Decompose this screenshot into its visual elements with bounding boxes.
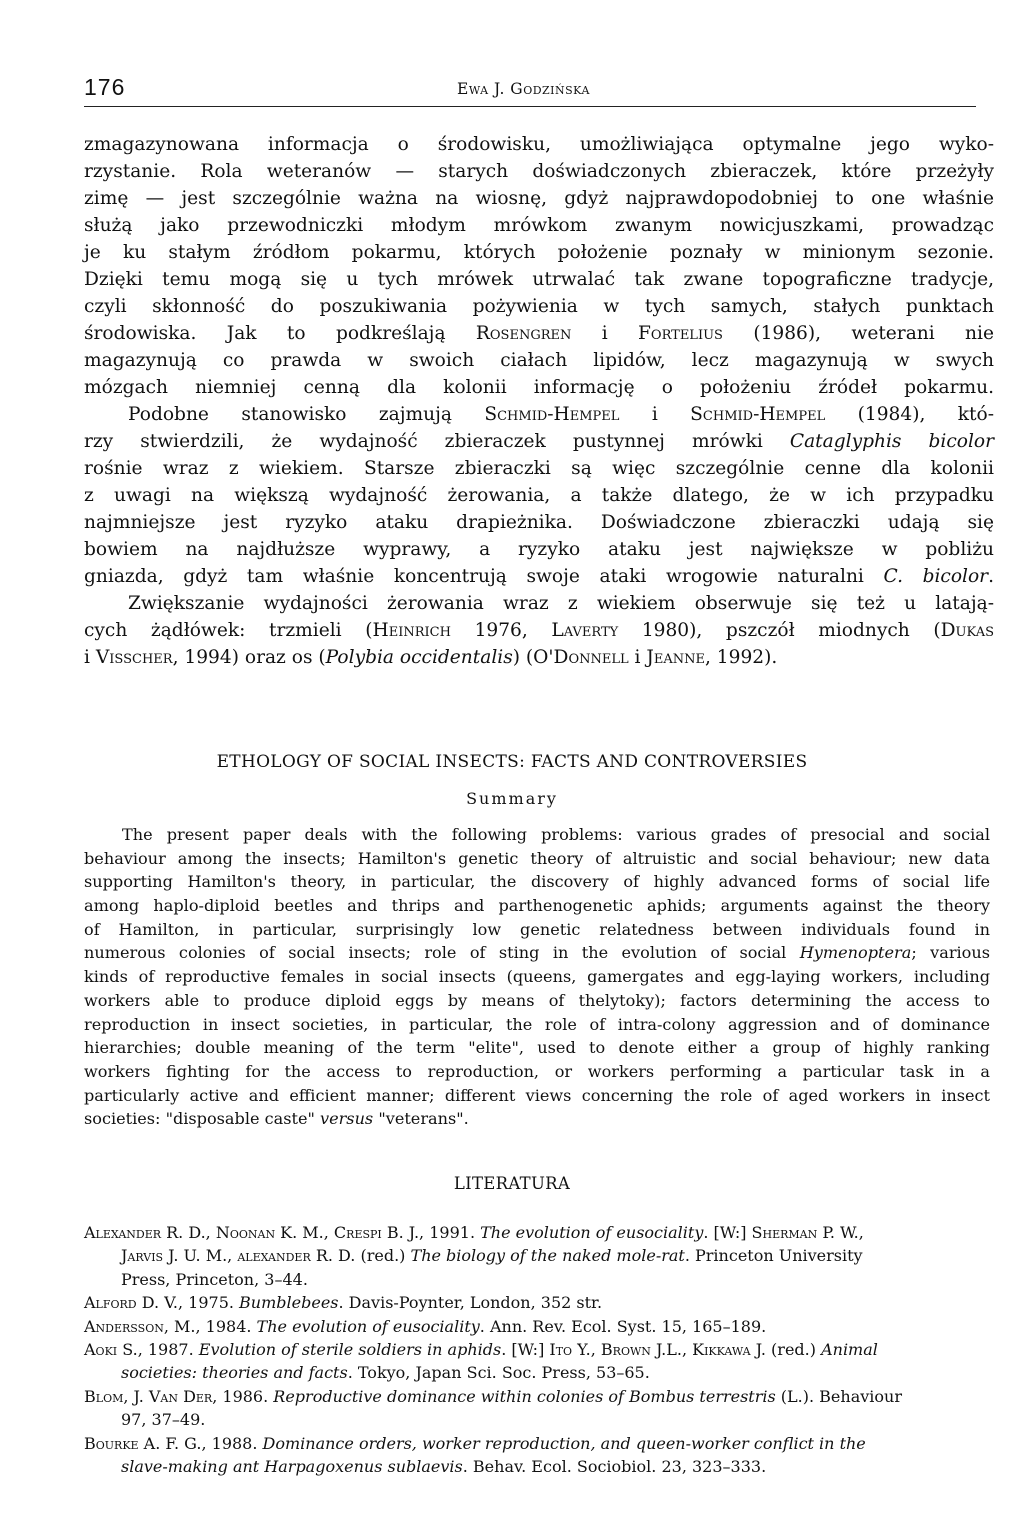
text-run: (red.) [765,1339,822,1359]
text-line: służą jako przewodniczki młodym mrówkom zwanym nowicjuszkami, prowadząc [84,215,994,236]
summary-line [84,941,990,965]
text-run: , 1988. [201,1433,263,1453]
text-run: , 1992). [704,647,778,668]
text-run: . Davis-Poynter, London, 352 str. [338,1293,603,1313]
reference-line [84,1455,990,1478]
reference-line [84,1361,990,1384]
page-header [84,72,976,107]
summary-heading: ETHOLOGY OF SOCIAL INSECTS: FACTS AND CONTROVERSIES [216,752,808,772]
text-line: czyli skłonność do poszukiwania pożywienia w tych samych, stałych punktach [84,296,994,317]
summary-line: kinds of reproductive females in social insects (queens, gamergates and egg-laying workers, including [84,967,990,987]
text-run: "veterans". [373,1109,469,1129]
reference-line [84,1385,990,1408]
summary-line: among haplo-diploid beetles and thrips and parthenogenetic aphids; arguments against the theory [84,896,990,916]
summary-line: particularly active and efficient manner; different views concerning the role of aged workers in insect [84,1085,990,1105]
ref-title: The evolution of eusociality [480,1223,704,1242]
text-run: środowiska. Jak to podkreślają [84,323,476,344]
text-run: i [619,404,691,425]
summary-text [84,823,990,1131]
reference-line: Press, Princeton, 3–44. [121,1269,308,1289]
text-run: ) (O' [512,647,554,668]
reference-line [84,1315,990,1338]
author-name: Rosengren [475,323,572,344]
text-run: , 1991. [419,1223,481,1242]
text-run: . [W:] [501,1339,550,1359]
ref-title: slave-making ant Harpagoxenus sublaevis [121,1456,463,1476]
summary-line [84,1107,990,1131]
author-name: Donnell [553,647,629,668]
running-head-author: Ewa J. Godzińska [457,80,590,98]
text-line [84,401,994,428]
ref-authors: Alford D. V. [84,1293,178,1313]
ref-authors: Bourke A. F. G. [84,1433,202,1453]
main-text [84,131,994,671]
ref-title: The evolution of eusociality [256,1316,480,1336]
text-line: zmagazynowana informacja o środowisku, umożliwiająca optymalne jego wyko- [84,134,994,155]
summary-line: workers fighting for the access to reproduction, or workers performing a particular task in a [84,1061,990,1081]
ref-authors: Jarvis J. U. M., alexander R. D. [121,1246,356,1266]
text-run: (1986), weterani nie [722,323,994,344]
ref-title: Dominance orders, worker reproduction, and queen-worker conflict in the [262,1433,866,1453]
reference-line [84,1338,990,1361]
text-run: , [858,1223,864,1242]
text-run: numerous colonies of social insects; role of sting in the evolution of social [84,943,800,963]
text-run: . Ann. Rev. Ecol. Syst. 15, 165–189. [479,1316,767,1336]
text-line [84,428,994,455]
text-run: , 1987. [137,1339,199,1359]
ref-title: societies: theories and facts [121,1363,348,1383]
text-run: (L.). Behaviour [775,1386,902,1406]
species-name: Cataglyphis bicolor [789,431,994,452]
text-run: (1984), któ- [825,404,994,425]
text-run: ; various [911,943,990,963]
ref-title: Animal [821,1339,878,1359]
reference-line [84,1221,990,1244]
ref-authors: Ito Y., Brown J.L., Kikkawa J. [549,1339,766,1359]
text-run: i [628,647,647,668]
reference-list [84,1221,990,1478]
text-line: Zwiększanie wydajności żerowania wraz z wiekiem obserwuje się też u latają- [128,593,994,614]
author-name: Schmid-Hempel [690,404,826,425]
author-name: Fortelius [638,323,723,344]
text-line: rzystanie. Rola weteranów — starych doświadczonych zbieraczek, które przeżyły [84,161,994,182]
author-name: Visscher [95,647,173,668]
taxon-name: Hymenoptera [799,943,912,963]
summary-line: workers able to produce diploid eggs by means of thelytoky); factors determining the access to [84,990,990,1010]
summary-line: reproduction in insect societies, in particular, the role of intra-colony aggression and of dominance [84,1014,990,1034]
page-number: 176 [84,74,126,100]
species-name: C. bicolor [883,566,989,587]
text-run: cych żądłówek: trzmieli ( [84,620,373,641]
reference-line [84,1432,990,1455]
reference-line [84,1244,990,1267]
species-name: Polybia occidentalis [325,647,513,668]
ref-title: The biology of the naked mole-rat [410,1246,685,1266]
text-run: . [988,566,994,587]
text-run: 1976, [450,620,552,641]
text-line: rośnie wraz z wiekiem. Starsze zbieraczki są więc szczególnie cenne dla kolonii [84,458,994,479]
text-run: , 1984. [195,1316,257,1336]
text-run: i [571,323,639,344]
text-run: Podobne stanowisko zajmują [128,404,485,425]
ref-title: Reproductive dominance within colonies of Bombus terrestris [273,1386,776,1406]
text-line: mózgach niemniej cenną dla kolonii informację o położeniu źródeł pokarmu. [84,377,994,398]
ref-authors: Blom, J. Van Der [84,1386,213,1406]
text-run: . Princeton University [684,1246,863,1266]
text-run: 1980), pszczół miodnych ( [618,620,941,641]
summary-subheading: Summary [466,789,558,808]
text-line [84,320,994,347]
summary-line: hierarchies; double meaning of the term "elite", used to denote either a group of highly ranking [84,1038,990,1058]
text-run: , 1975. [177,1293,240,1313]
text-run: societies: "disposable caste" [84,1109,320,1129]
text-line [84,644,994,671]
text-line [84,563,994,590]
text-line: najmniejsze jest ryzyko ataku drapieżnika. Doświadczone zbieraczki udają się [84,512,994,533]
literature-heading: LITERATURA [453,1174,571,1193]
text-line: zimę — jest szczególnie ważna na wiosnę, gdyż najprawdopodobniej to one właśnie [84,188,994,209]
reference-line: 97, 37–49. [121,1410,206,1430]
ref-authors: Alexander R. D., Noonan K. M., Crespi B. J. [84,1223,420,1242]
text-run: . [W:] [703,1223,752,1242]
summary-line: of Hamilton, in particular, surprisingly low genetic relatedness between individuals found in [84,919,990,939]
text-run: (red.) [355,1246,411,1266]
text-run: rzy stwierdzili, że wydajność zbieraczek pustynnej mrówki [84,431,790,452]
text-line: je ku stałym źródłom pokarmu, których położenie poznały w minionym sezonie. [84,242,994,263]
ref-authors: Andersson, M. [84,1316,196,1336]
ref-title: Evolution of sterile soldiers in aphids [198,1339,502,1359]
text-run: . Behav. Ecol. Sociobiol. 23, 323–333. [462,1456,767,1476]
author-name: Jeanne [646,647,705,668]
emphasis: versus [320,1109,374,1129]
text-run: , 1986. [212,1386,274,1406]
author-name: Laverty [551,620,619,641]
text-run: , 1994) oraz os ( [172,647,326,668]
author-name: Heinrich [372,620,451,641]
summary-line: supporting Hamilton's theory, in particular, the discovery of highly advanced forms of social life [84,872,990,892]
text-line: magazynują co prawda w swoich ciałach lipidów, lecz magazynują w swych [84,350,994,371]
text-run: . Tokyo, Japan Sci. Soc. Press, 53–65. [347,1363,650,1383]
text-line [84,617,994,644]
text-run: gniazda, gdyż tam właśnie koncentrują swoje ataki wrogowie naturalni [84,566,884,587]
ref-authors: Sherman P. W. [751,1223,859,1242]
text-line: Dzięki temu mogą się u tych mrówek utrwalać tak zwane topograficzne tradycje, [84,269,994,290]
author-name: Dukas [940,620,994,641]
ref-title: Bumblebees [239,1293,339,1313]
text-run: i [84,647,96,668]
summary-line: The present paper deals with the following problems: various grades of presocial and social [122,825,990,844]
summary-line: behaviour among the insects; Hamilton's genetic theory of altruistic and social behaviour; new data [84,848,990,868]
text-line: z uwagi na większą wydajność żerowania, a także dlatego, że w ich przypadku [84,485,994,506]
author-name: Schmid-Hempel [484,404,620,425]
text-line: bowiem na najdłuższe wyprawy, a ryzyko ataku jest największe w pobliżu [84,539,994,560]
reference-line [84,1291,990,1314]
ref-authors: Aoki S. [84,1339,138,1359]
